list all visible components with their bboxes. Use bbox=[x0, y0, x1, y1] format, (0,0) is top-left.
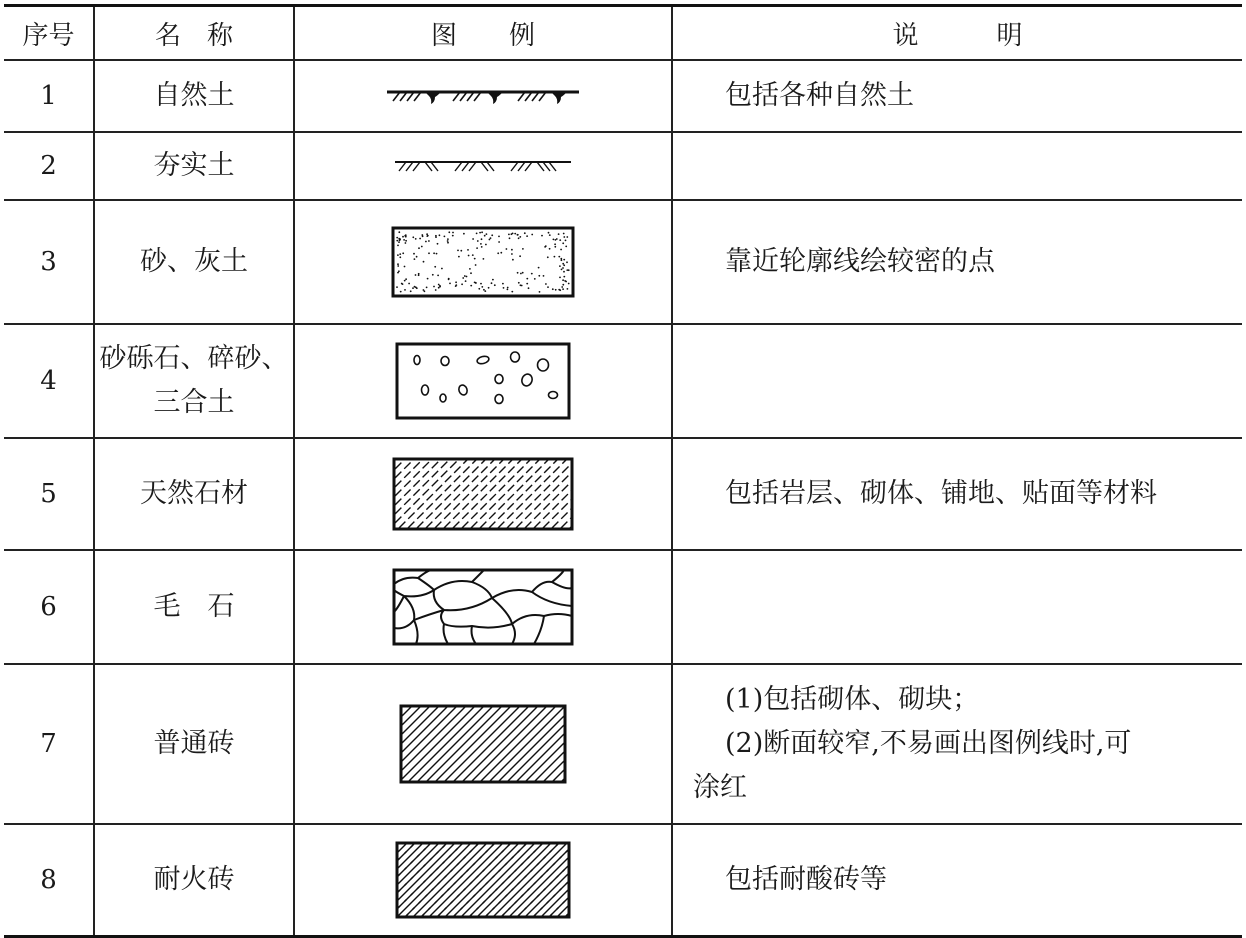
row-name: 砂、灰土 bbox=[94, 200, 294, 324]
table-row bbox=[4, 132, 1242, 200]
row-no: 2 bbox=[4, 132, 94, 200]
row-desc-line2: (2)断面较窄,不易画出图例线时,可 bbox=[725, 728, 1132, 759]
natural-stone-symbol bbox=[294, 438, 672, 550]
row-desc bbox=[672, 132, 1242, 200]
row-name: 毛 石 bbox=[94, 550, 294, 664]
row-desc: 包括耐酸砖等 bbox=[672, 824, 1242, 936]
table-row bbox=[4, 324, 1242, 438]
table-row bbox=[4, 664, 1242, 824]
table-row bbox=[4, 824, 1242, 936]
row-name: 普通砖 bbox=[94, 664, 294, 824]
row-no: 7 bbox=[4, 664, 94, 824]
gravel-symbol bbox=[294, 324, 672, 438]
row-name bbox=[94, 324, 294, 438]
header-row bbox=[4, 6, 1242, 61]
row-name-line2: 三合土 bbox=[153, 387, 235, 418]
rammed-soil-symbol bbox=[294, 132, 672, 200]
table-row bbox=[4, 200, 1242, 324]
row-no: 3 bbox=[4, 200, 94, 324]
row-desc: 包括各种自然土 bbox=[672, 60, 1242, 132]
row-desc-line1: (1)包括砌体、砌块； bbox=[725, 684, 980, 715]
header-no: 序号 bbox=[4, 6, 94, 61]
row-no: 6 bbox=[4, 550, 94, 664]
row-desc-line3: 涂红 bbox=[693, 772, 747, 803]
header-desc: 说 明 bbox=[672, 6, 1242, 61]
row-desc bbox=[672, 664, 1242, 824]
row-desc bbox=[672, 324, 1242, 438]
row-name: 自然土 bbox=[94, 60, 294, 132]
material-legend-table bbox=[4, 4, 1242, 938]
row-desc: 靠近轮廓线绘较密的点 bbox=[672, 200, 1242, 324]
row-name: 夯实土 bbox=[94, 132, 294, 200]
row-name-line1: 砂砾石、碎砂、 bbox=[99, 343, 289, 374]
row-desc bbox=[672, 550, 1242, 664]
sand-lime-soil-symbol bbox=[294, 200, 672, 324]
header-symbol: 图 例 bbox=[294, 6, 672, 61]
row-no: 1 bbox=[4, 60, 94, 132]
row-name: 耐火砖 bbox=[94, 824, 294, 936]
row-no: 8 bbox=[4, 824, 94, 936]
firebrick-symbol bbox=[294, 824, 672, 936]
row-no: 4 bbox=[4, 324, 94, 438]
rubble-symbol bbox=[294, 550, 672, 664]
natural-soil-symbol bbox=[294, 60, 672, 132]
table-row bbox=[4, 60, 1242, 132]
row-name: 天然石材 bbox=[94, 438, 294, 550]
common-brick-symbol bbox=[294, 664, 672, 824]
row-no: 5 bbox=[4, 438, 94, 550]
row-desc: 包括岩层、砌体、铺地、贴面等材料 bbox=[672, 438, 1242, 550]
header-name: 名 称 bbox=[94, 6, 294, 61]
table-row bbox=[4, 438, 1242, 550]
table-row bbox=[4, 550, 1242, 664]
